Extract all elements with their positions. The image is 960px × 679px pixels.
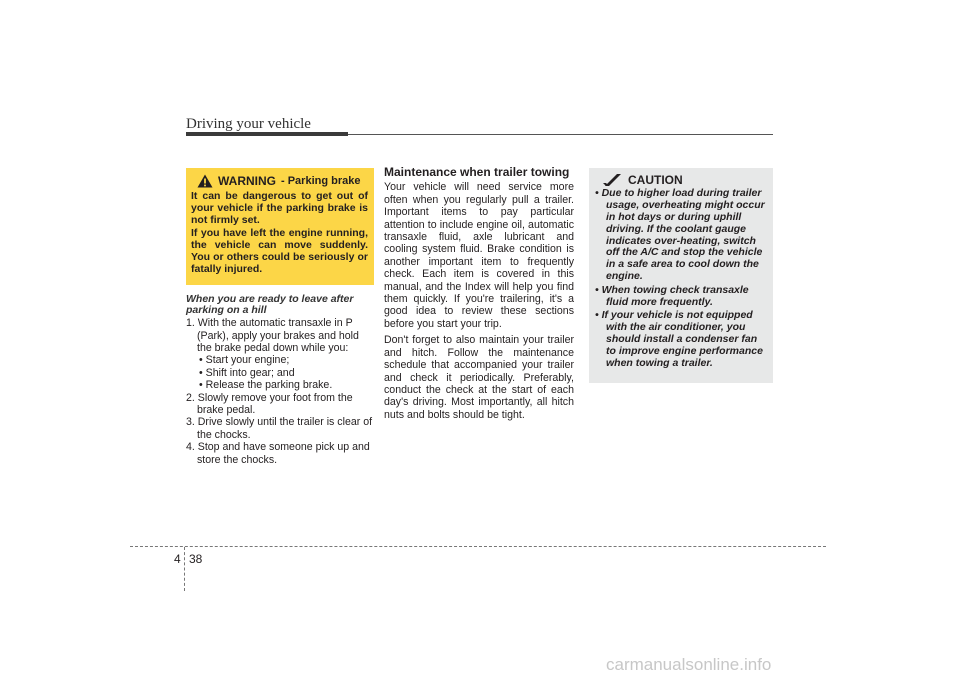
caution-item: • If your vehicle is not equipped with the air conditioner, you should install a condenser fan to improve engine performance when towing a trailer. <box>595 309 763 369</box>
caution-item: • When towing check transaxle fluid more frequently. <box>595 283 749 308</box>
page-number: 38 <box>189 552 203 566</box>
hill-steps <box>186 317 374 466</box>
warning-label: WARNING <box>218 173 276 188</box>
warning-paragraph: If you have left the engine running, the vehicle can move suddenly. You or others could be seriously or fatally injured. <box>191 227 368 275</box>
footer-divider <box>184 547 185 591</box>
hill-step-text: 1. With the automatic transaxle in P (Park), apply your brakes and hold the brake pedal down while you: <box>186 317 359 354</box>
header-rule-thin <box>348 134 773 135</box>
maintenance-paragraph: Don't forget to also maintain your trailer and hitch. Follow the maintenance schedule that accompanied your trailer and check it periodically. Preferably, conduct the check at the start of each day's driving. Most importantly, all hitch nuts and bolts should be tight. <box>384 334 574 421</box>
header-rule-bold <box>186 132 348 136</box>
hill-substeps <box>197 354 374 391</box>
hill-step: 3. Drive slowly until the trailer is clear of the chocks. <box>186 416 373 441</box>
caution-slash-icon <box>603 174 621 186</box>
hill-step <box>186 317 374 391</box>
caution-item: • Due to higher load during trailer usage, overheating might occur in hot days or during uphill driving. If the coolant gauge indicates over-heating, switch off the A/C and stop the vehicle in a safe area to cool down the engine. <box>595 187 765 282</box>
warning-triangle-icon <box>197 174 213 188</box>
column-right <box>589 168 773 383</box>
hill-step: 2. Slowly remove your foot from the brake pedal. <box>186 391 353 417</box>
warning-box <box>186 168 374 285</box>
caution-title <box>603 174 767 186</box>
warning-title <box>197 174 368 188</box>
chapter-number: 4 <box>174 552 181 566</box>
hill-substep: • Start your engine; <box>199 354 290 367</box>
warning-paragraph: It can be dangerous to get out of your vehicle if the parking brake is not firmly set. <box>191 190 368 226</box>
hill-substep: • Release the parking brake. <box>199 379 333 392</box>
caution-list <box>595 188 767 369</box>
maintenance-title: Maintenance when trailer towing <box>384 165 570 179</box>
column-left <box>186 168 374 466</box>
maintenance-paragraph: Your vehicle will need service more often when you regularly pull a trailer. Important items to pay particular attention to include engine oil, automatic transaxle fluid, axle lubricant and cooling system fluid. Brake condition is another important item to frequently check. Each item is covered in this manual, and the Index will help you find them quickly. If you're trailering, it's a good idea to review these sections before you start your trip. <box>384 181 574 330</box>
hill-step: 4. Stop and have someone pick up and store the chocks. <box>186 441 370 466</box>
footer-rule <box>130 546 826 547</box>
caution-box <box>589 168 773 383</box>
hill-heading: When you are ready to leave after parking on a hill <box>186 292 354 317</box>
column-middle <box>384 166 574 425</box>
watermark: carmanualsonline.info <box>606 655 772 674</box>
hill-substep: • Shift into gear; and <box>199 366 295 379</box>
caution-label: CAUTION <box>628 173 683 187</box>
page-header-title: Driving your vehicle <box>186 116 311 132</box>
warning-subject: - Parking brake <box>281 174 361 187</box>
